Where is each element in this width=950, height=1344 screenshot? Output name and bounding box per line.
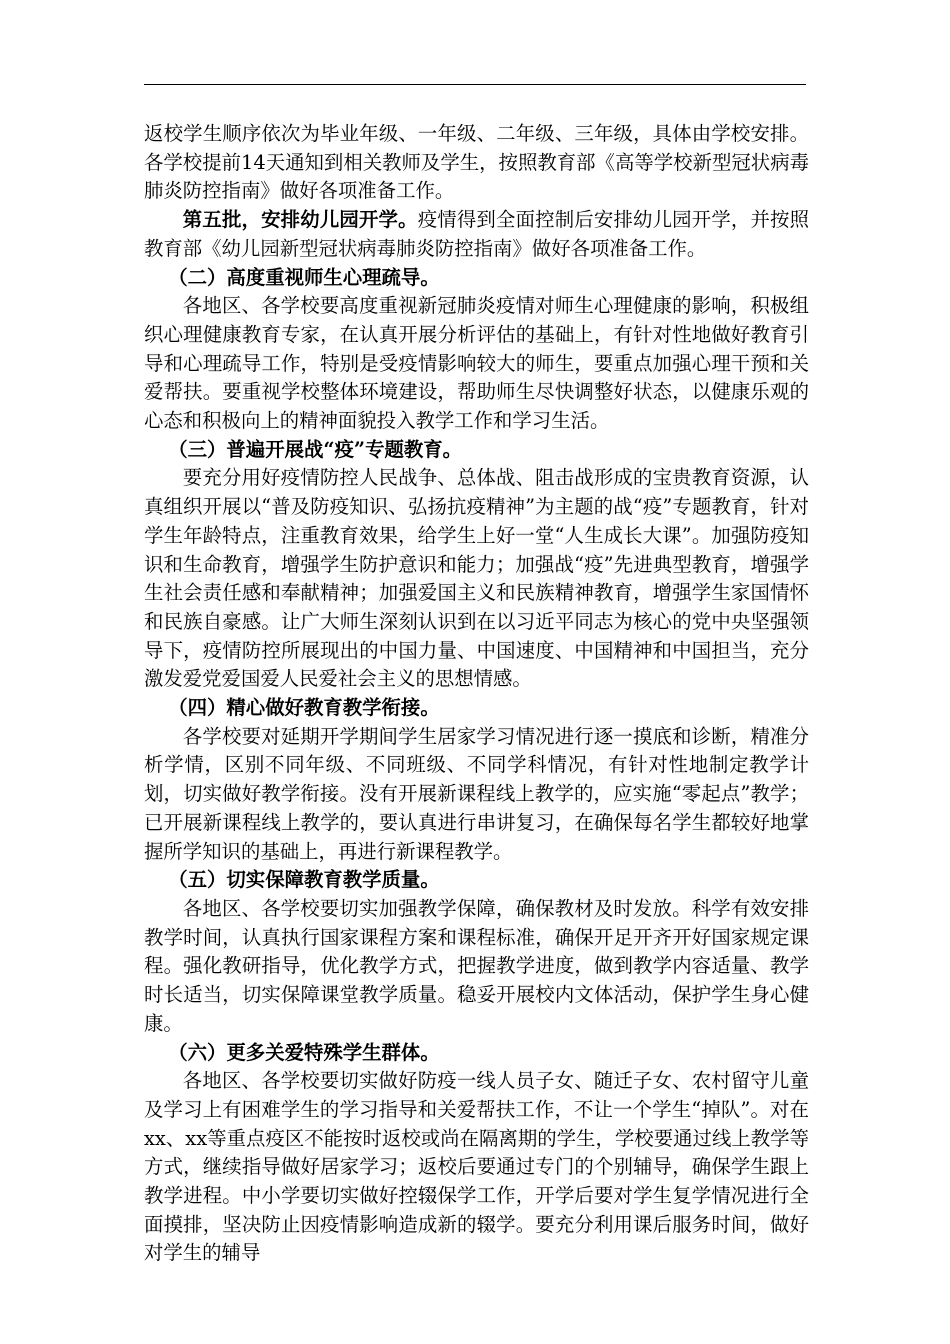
paragraph-fifth-batch [144, 206, 809, 263]
section-heading-6: （六）更多关爱特殊学生群体。 [168, 1040, 440, 1064]
paragraph-section-5: 各地区、各学校要切实加强教学保障，确保教材及时发放。科学有效安排教学时间，认真执行国家课程方案和课程标准，确保开足开齐开好国家规定课程。强化教研指导，优化教学方式，把握教学进度，做到教学内容适量、教学时长适当，切实保障课堂教学质量。稳妥开展校内文体活动，保护学生身心健康。 [144, 896, 809, 1035]
section-heading-3: （三）普遍开展战“疫”专题教育。 [168, 437, 463, 461]
section-heading-2: （二）高度重视师生心理疏导。 [168, 265, 440, 289]
paragraph-text: 疫情得到全面控制后安排幼儿园开学，并按照教育部《幼儿园新型冠状病毒肺炎防控指南》做好各项准备工作。 [144, 208, 810, 260]
paragraph-section-3: 要充分用好疫情防控人民战争、总体战、阻击战形成的宝贵教育资源，认真组织开展以“普及防疫知识、弘扬抗疫精神”为主题的战“疫”专题教育，针对学生年龄特点，注重教育效果，给学生上好一堂“人生成长大课”。加强防疫知识和生命教育，增强学生防护意识和能力；加强战“疫”先进典型教育，增强学生社会责任感和奉献精神；加强爱国主义和民族精神教育，增强学生家国情怀和民族自豪感。让广大师生深刻认识到在以习近平同志为核心的党中央坚强领导下，疫情防控所展现出的中国力量、中国速度、中国精神和中国担当，充分激发爱党爱国爱人民爱社会主义的思想情感。 [144, 466, 809, 691]
paragraph-section-2: 各地区、各学校要高度重视新冠肺炎疫情对师生心理健康的影响，积极组织心理健康教育专家，在认真开展分析评估的基础上，有针对性地做好教育引导和心理疏导工作，特别是受疫情影响较大的师生，要重点加强心理干预和关爱帮扶。要重视学校整体环境建设，帮助师生尽快调整好状态，以健康乐观的心态和积极向上的精神面貌投入教学工作和学习生活。 [144, 294, 809, 433]
paragraph-lead-bold: 第五批，安排幼儿园开学。 [182, 208, 418, 232]
section-heading-5: （五）切实保障教育教学质量。 [168, 868, 440, 892]
document-body [144, 120, 809, 1268]
section-heading-4: （四）精心做好教育教学衔接。 [168, 696, 440, 720]
header-rule [144, 84, 806, 85]
paragraph-section-6: 各地区、各学校要切实做好防疫一线人员子女、随迁子女、农村留守儿童及学习上有困难学生的学习指导和关爱帮扶工作，不让一个学生“掉队”。对在xx、xx等重点疫区不能按时返校或尚在隔离期的学生，学校要通过线上教学等方式，继续指导做好居家学习；返校后要通过专门的个别辅导，确保学生跟上教学进程。中小学要切实做好控辍保学工作，开学后要对学生复学情况进行全面摸排，坚决防止因疫情影响造成新的辍学。要充分利用课后服务时间，做好对学生的辅导 [144, 1069, 809, 1265]
paragraph-continued: 返校学生顺序依次为毕业年级、一年级、二年级、三年级，具体由学校安排。各学校提前14天通知到相关教师及学生，按照教育部《高等学校新型冠状病毒肺炎防控指南》做好各项准备工作。 [144, 122, 809, 203]
paragraph-section-4: 各学校要对延期开学期间学生居家学习情况进行逐一摸底和诊断，精准分析学情，区别不同年级、不同班级、不同学科情况，有针对性地制定教学计划，切实做好教学衔接。没有开展新课程线上教学的，应实施“零起点”教学；已开展新课程线上教学的，要认真进行串讲复习，在确保每名学生都较好地掌握所学知识的基础上，再进行新课程教学。 [144, 724, 809, 863]
